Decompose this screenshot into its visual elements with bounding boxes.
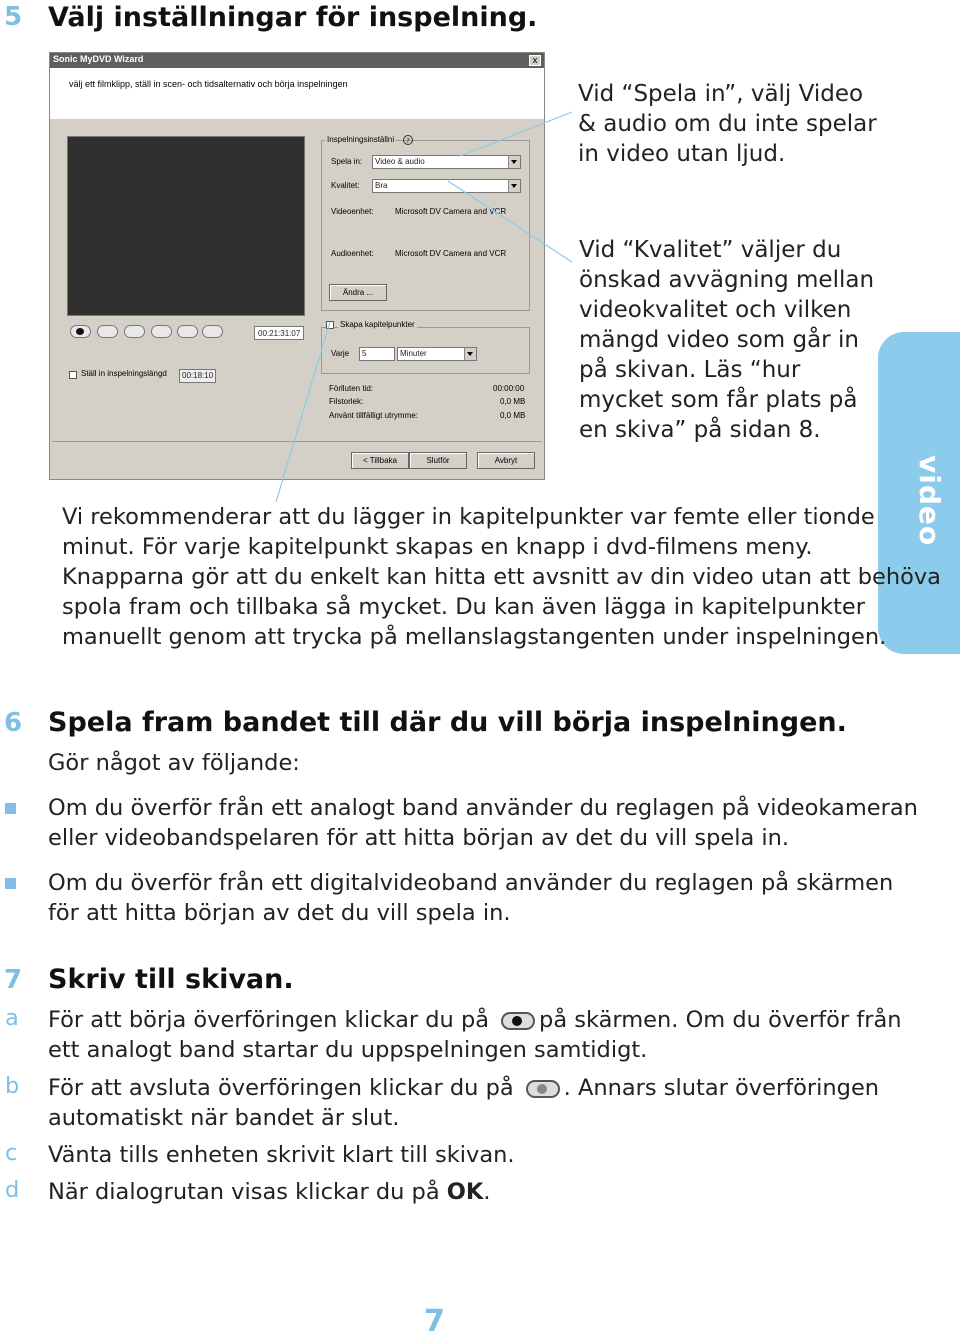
- filesize-value: 0,0 MB: [500, 397, 526, 406]
- record-label: Spela in:: [331, 157, 363, 166]
- callout-line: Vid “Kvalitet” väljer du: [579, 237, 842, 263]
- list-line: ett analogt band startar du uppspelningen samtidigt.: [48, 1037, 648, 1063]
- filesize-label: Filstorlek:: [329, 397, 364, 406]
- quality-value: Bra: [375, 181, 388, 190]
- list-text: . Annars slutar överföringen: [563, 1075, 880, 1101]
- callout-line: mängd video som går in: [579, 327, 859, 353]
- callout-line: in video utan ljud.: [578, 141, 786, 167]
- list-text: När dialogrutan visas klickar du på: [48, 1179, 447, 1205]
- group-label: Inspelningsinställni: [327, 135, 395, 144]
- callout-line-quality: [448, 181, 572, 262]
- list-text: på skärmen. Om du överför från: [539, 1007, 902, 1033]
- video-device-label: Videoenhet:: [331, 207, 374, 216]
- list-letter: d: [5, 1177, 20, 1203]
- callout-record: [578, 79, 877, 169]
- quality-label: Kvalitet:: [331, 181, 360, 190]
- audio-device-label: Audioenhet:: [331, 249, 374, 258]
- callout-line: Vid “Spela in”, välj Video: [578, 81, 864, 107]
- paragraph-line: minut. För varje kapitelpunkt skapas en knapp i dvd-filmens meny.: [62, 534, 813, 560]
- paragraph-line: Knapparna gör att du enkelt kan hitta ett avsnitt av din video utan att behöva: [62, 564, 941, 590]
- callout-line: & audio om du inte spelar: [578, 111, 877, 137]
- paragraph-line: spola fram och tillbaka så mycket. Du kan även lägga in kapitelpunkter: [62, 594, 865, 620]
- limit-field[interactable]: 00:18:10: [179, 369, 216, 383]
- callout-line: videokvalitet och vilken: [579, 297, 852, 323]
- bullet-item: [48, 868, 893, 928]
- bullet-line: eller videobandspelaren för att hitta början av det du vill spela in.: [48, 825, 790, 851]
- bullet-icon: [5, 878, 16, 889]
- help-icon[interactable]: ?: [403, 135, 413, 145]
- callout-line: önskad avvägning mellan: [579, 267, 875, 293]
- paragraph-line: Vi rekommenderar att du lägger in kapitelpunkter var femte eller tionde: [62, 504, 875, 530]
- step-heading: Välj inställningar för inspelning.: [48, 2, 538, 33]
- bullet-line: Om du överför från ett digitalvideoband använder du reglagen på skärmen: [48, 870, 894, 896]
- list-letter: c: [5, 1140, 18, 1166]
- finish-button[interactable]: Slutför: [409, 452, 467, 469]
- used-space-label: Använt tillfälligt utrymme:: [329, 411, 418, 420]
- list-line: [48, 1005, 902, 1035]
- list-line: [48, 1073, 879, 1103]
- limit-label: Ställ in inspelningslängd: [81, 369, 167, 378]
- section-tab-label: video: [913, 455, 946, 547]
- callout-quality: [579, 235, 874, 445]
- page-number: 7: [424, 1304, 445, 1339]
- callout-line: på skivan. Läs “hur: [579, 357, 801, 383]
- audio-device-value: Microsoft DV Camera and VCR: [395, 249, 507, 258]
- used-space-value: 0,0 MB: [500, 411, 526, 420]
- list-item-d: [48, 1177, 491, 1207]
- stop-button-icon: [526, 1080, 560, 1098]
- chapter-label: Skapa kapitelpunkter: [340, 320, 415, 329]
- cancel-button[interactable]: Avbryt: [477, 452, 535, 469]
- step-heading: Spela fram bandet till där du vill börja inspelningen.: [48, 707, 847, 738]
- callout-line-record: [460, 112, 572, 156]
- list-line: automatiskt när bandet är slut.: [48, 1105, 400, 1131]
- record-button-icon: [501, 1012, 535, 1030]
- recommendation-text: [62, 502, 941, 652]
- close-icon[interactable]: x: [529, 55, 541, 66]
- elapsed-value: 00:00:00: [493, 384, 525, 393]
- step-intro: Gör något av följande:: [48, 750, 300, 776]
- video-device-value: Microsoft DV Camera and VCR: [395, 207, 507, 216]
- dialog-instruction: välj ett filmklipp, ställ in scen- och tidsalternativ och börja inspelningen: [69, 79, 348, 89]
- list-item-c: Vänta tills enheten skrivit klart till skivan.: [48, 1142, 515, 1168]
- unit-value: Minuter: [400, 349, 427, 358]
- record-value: Video & audio: [375, 157, 425, 166]
- dialog-title: Sonic MyDVD Wizard: [53, 54, 144, 64]
- step-number: 6: [4, 708, 23, 738]
- list-item-b: [48, 1073, 879, 1133]
- every-label: Varje: [331, 349, 350, 358]
- list-letter: b: [5, 1073, 20, 1099]
- every-field[interactable]: 5: [359, 347, 395, 361]
- callout-line-chapter: [276, 322, 330, 502]
- list-item-a: [48, 1005, 902, 1065]
- change-button[interactable]: Ändra ...: [329, 284, 387, 301]
- elapsed-label: Förlluten tid:: [329, 384, 374, 393]
- paragraph-line: manuellt genom att trycka på mellanslagstangenten under inspelningen.: [62, 624, 887, 650]
- step-heading: Skriv till skivan.: [48, 964, 294, 995]
- bullet-icon: [5, 803, 16, 814]
- bullet-item: [48, 793, 918, 853]
- list-text: För att avsluta överföringen klickar du på: [48, 1075, 514, 1101]
- list-text: .: [483, 1179, 491, 1205]
- step-number: 5: [4, 2, 23, 32]
- bullet-line: för att hitta början av det du vill spela in.: [48, 900, 511, 926]
- bullet-line: Om du överför från ett analogt band använder du reglagen på videokameran: [48, 795, 918, 821]
- list-letter: a: [5, 1005, 19, 1031]
- list-text: För att börja överföringen klickar du på: [48, 1007, 490, 1033]
- step-number: 7: [4, 965, 23, 995]
- back-button[interactable]: < Tillbaka: [351, 452, 409, 469]
- time-display: 00:21:31:07: [254, 326, 304, 340]
- ok-label: OK: [446, 1179, 484, 1205]
- callout-line: mycket som får plats på: [579, 387, 858, 413]
- callout-line: en skiva” på sidan 8.: [579, 417, 821, 443]
